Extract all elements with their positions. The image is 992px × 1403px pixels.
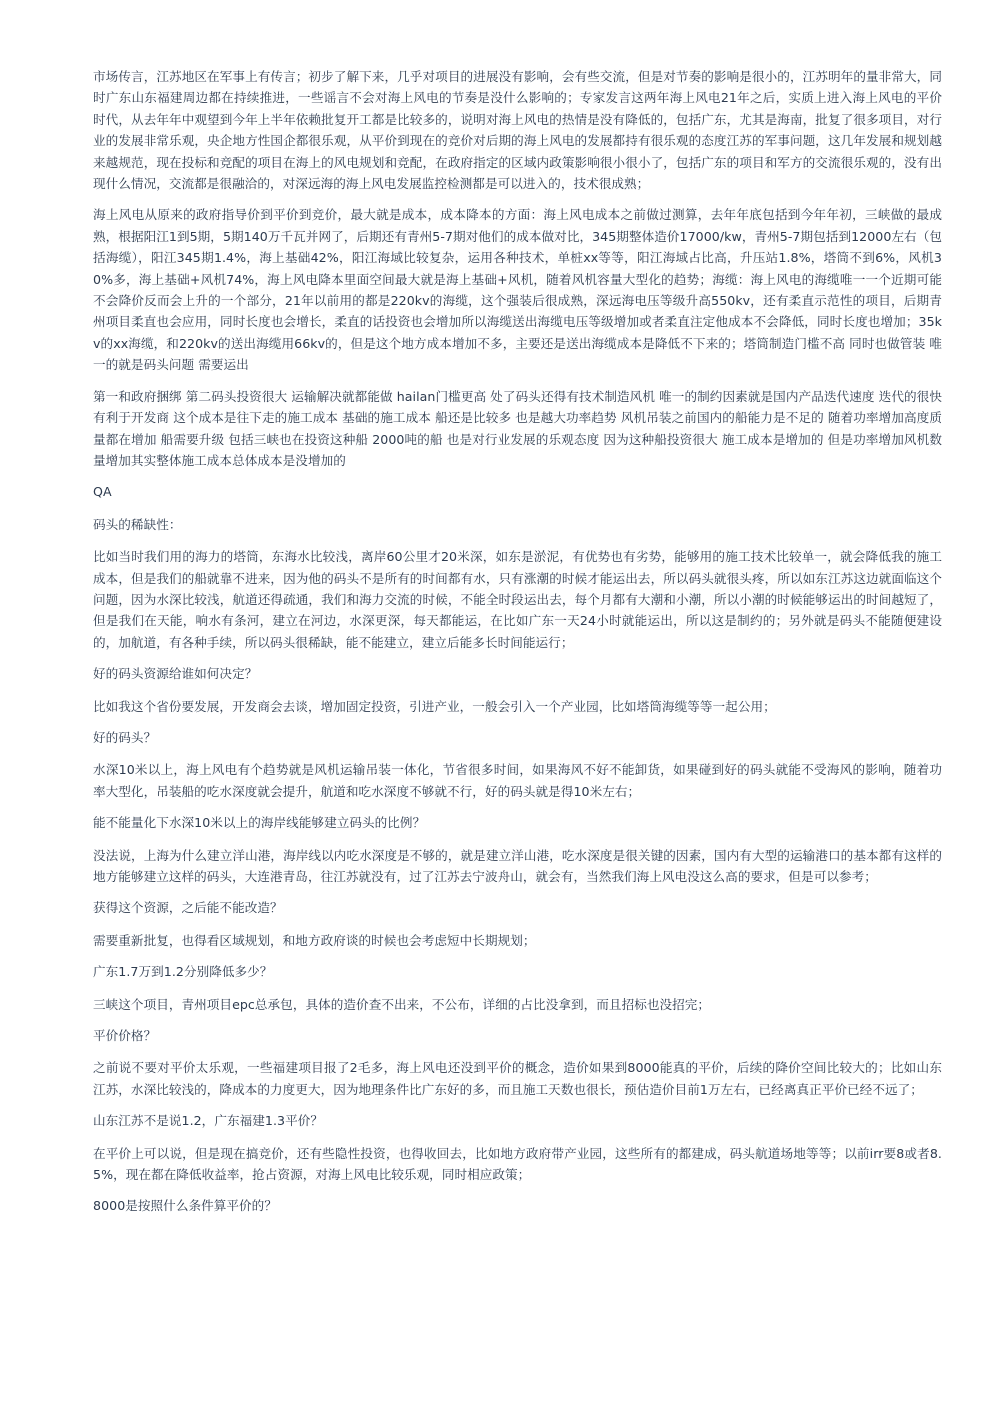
question-8000-condition: 8000是按照什么条件算平价的？: [93, 1198, 277, 1214]
paragraph-constraints: 第一和政府捆绑 第二码头投资很大 运输解决就都能做 hailan门槛更高 处了码头还得有技术制造风机 唯一的制约因素就是国内产品迭代速度 迭代的很快 有利于开发商 这个成本是往下走的施工成本 基础的施工成本 船还是比较多 也是越大功率趋势 风机吊装之前国内的船能力是不足的 随着功率增加高度质量都在增加 船需要升级 包括三峡也在投资这种船 2000吨的船 也是对行业发展的乐观态度 因为这种船投资很大 施工成本是增加的 但是功率增加风机数量增加其实整体施工成本总体成本是没增加的: [93, 388, 942, 468]
paragraph-market-rumor: 市场传言，江苏地区在军事上有传言；初步了解下来，几乎对项目的进展没有影响，会有些交流，但是对节奏的影响是很小的，江苏明年的量非常大，同时广东山东福建周边都在持续推进，一些谣言不会对海上风电的节奏是没什么影响的；专家发言这两年海上风电21年之后，实质上进入海上风电的平价时代，从去年年中观望到今年上半年依赖批复开工都是比较多的，说明对海上风电的热情是没有降低的，包括广东，尤其是海南，批复了很多项目，对行业的发展非常乐观，央企地方性国企都很乐观，从平价到现在的竞价对后期的海上风电的发展都持有很乐观的态度江苏的军事问题，这几年发展和规划越来越规范，现在投标和竞配的项目在海上的风电规划和竞配，在政府指定的区域内政策影响很小很小了，包括广东的项目和军方的交流很乐观的，没有出现什么情况，交流都是很融洽的，对深远海的海上风电发展监控检测都是可以进入的，技术很成熟；: [93, 69, 942, 192]
answer-wharf-allocation: 比如我这个省份要发展，开发商会去谈，增加固定投资，引进产业，一般会引入一个产业园，比如塔筒海缆等等一起公用；: [93, 698, 776, 714]
answer-guangdong-cost: 三峡这个项目，青州项目epc总承包，具体的造价查不出来，不公布，详细的占比没拿到，而且招标也没招完；: [93, 996, 711, 1012]
question-guangdong-cost: 广东1.7万到1.2分别降低多少？: [93, 964, 273, 980]
answer-wharf-scarcity: 比如当时我们用的海力的塔筒，东海水比较浅，离岸60公里才20米深，如东是淤泥，有优势也有劣势，能够用的施工技术比较单一，就会降低我的施工成本，但是我们的船就靠不进来，因为他的码头不是所有的时间都有水，只有涨潮的时候才能运出去，所以码头就很头疼，所以如东江苏这边就面临这个问题，因为水深比较浅，航道还得疏通，我们和海力交流的时候，不能全时段运出去，每个月都有大潮和小潮，所以小潮的时候能够运出的时间越短了，但是我们在天能，响水有条河，建立在河边，水深更深，每天都能运，在比如广东一天24小时就能运出，所以这是制约的；另外就是码头不能随便建设的，加航道，有各种手续，所以码头很稀缺，能不能建立，建立后能多长时间能运行；: [93, 549, 942, 650]
answer-shandong-jiangsu: 在平价上可以说，但是现在搞竞价，还有些隐性投资，也得收回去，比如地方政府带产业园，这些所有的都建成，码头航道场地等等；以前irr要8或者8.5%，现在都在降低收益率，抢占资源，对海上风电比较乐观，同时相应政策；: [93, 1145, 942, 1183]
answer-renovation: 需要重新批复，也得看区域规划，和地方政府谈的时候也会考虑短中长期规划；: [93, 932, 536, 948]
question-coastline-ratio: 能不能量化下水深10米以上的海岸线能够建立码头的比例？: [93, 815, 426, 831]
section-heading-qa: QA: [93, 484, 112, 500]
question-shandong-jiangsu: 山东江苏不是说1.2，广东福建1.3平价？: [93, 1113, 324, 1129]
question-good-wharf: 好的码头？: [93, 729, 157, 745]
answer-good-wharf: 水深10米以上，海上风电有个趋势就是风机运输吊装一体化，节省很多时间，如果海风不好不能卸货，如果碰到好的码头就能不受海风的影响，随着功率大型化，吊装船的吃水深度就会提升，航道和吃水深度不够就不行，好的码头就是得10米左右；: [93, 762, 942, 799]
question-parity-price: 平价价格？: [93, 1028, 157, 1044]
answer-coastline-ratio: 没法说，上海为什么建立洋山港，海岸线以内吃水深度是不够的，就是建立洋山港，吃水深度是很关键的因素，国内有大型的运输港口的基本都有这样的地方能够建立这样的码头，大连港青岛，往江苏就没有，过了江苏去宁波舟山，就会有，当然我们海上风电没这么高的要求，但是可以参考；: [93, 847, 942, 884]
paragraph-cost-analysis: 海上风电从原来的政府指导价到平价到竞价，最大就是成本，成本降本的方面：海上风电成本之前做过测算，去年年底包括到今年年初，三峡做的最成熟，根据阳江1到5期，5期140万千瓦并网了，后期还有青州5-7期对他们的成本做对比，345期整体造价17000/kw，青州5-7期包括到12000左右（包括海缆），阳江345期1.4%，海上基础42%，阳江海域比较复杂，运用各种技术，单桩xx等等，阳江海域占比高，升压站1.8%，塔筒不到6%，风机30%多，海上基础+风机74%，海上风电降本里面空间最大就是海上基础+风机，随着风机容量大型化的趋势；海缆：海上风电的海缆唯一一个近期可能不会降价反而会上升的一个部分，21年以前用的都是220kv的海缆，这个强装后很成熟，深远海电压等级升高550kv，还有柔直示范性的项目，后期青州项目柔直也会应用，同时长度也会增长，柔直的话投资也会增加所以海缆送出海缆电压等级增加或者柔直注定他成本不会降低，同时长度也增加；35kv的xx海缆，和220kv的送出海缆用66kv的，但是这个地方成本增加不多，主要还是送出海缆成本是降低不下来的；塔筒制造门槛不高 同时也做管装 唯一的就是码头问题 需要运出: [93, 207, 942, 373]
question-wharf-scarcity: 码头的稀缺性：: [93, 516, 182, 532]
question-wharf-allocation: 好的码头资源给谁如何决定？: [93, 666, 258, 682]
answer-parity-price: 之前说不要对平价太乐观，一些福建项目报了2毛多，海上风电还没到平价的概念，造价如果到8000能真的平价，后续的降价空间比较大的；比如山东江苏，水深比较浅的，降成本的力度更大，因为地理条件比广东好的多，而且施工天数也很长，预估造价目前1万左右，已经离真正平价已经不远了；: [93, 1060, 942, 1097]
question-renovation: 获得这个资源，之后能不能改造？: [93, 900, 283, 916]
